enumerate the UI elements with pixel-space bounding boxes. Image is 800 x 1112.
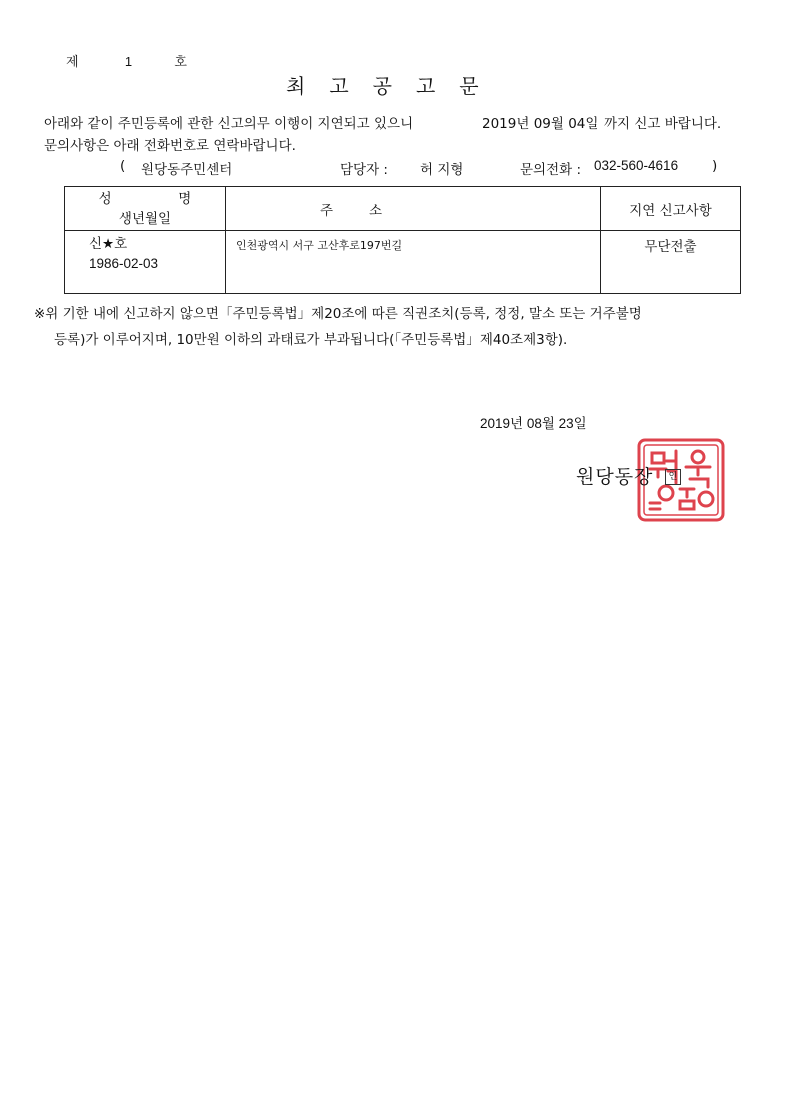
overdue-table [64, 186, 741, 294]
intro-line-2: 문의사항은 아래 전화번호로 연락바랍니다. [44, 138, 296, 154]
contact-open-paren: ( [120, 158, 126, 174]
header-item: 지연 신고사항 [601, 187, 741, 231]
cell-name-birth [65, 231, 226, 294]
issue-date: 2019년 08월 23일 [480, 416, 587, 431]
header-name-b: 명 [178, 190, 192, 207]
header-address-b: 소 [368, 202, 382, 219]
contact-office: 원당동주민센터 [141, 162, 233, 178]
doc-no-suffix: 호 [174, 55, 187, 70]
deadline-date: 2019년 09월 04일 [482, 116, 599, 132]
doc-no-value: 1 [124, 54, 133, 69]
notice-line-2: 등록)가 이루어지며, 10만원 이하의 과태료가 부과됩니다(「주민등록법」제40조제3항). [54, 332, 568, 348]
table-header-row [65, 187, 741, 231]
person-name: 신★호 [89, 236, 128, 252]
header-address [226, 187, 601, 231]
issuer-title: 원당동장 [576, 466, 654, 488]
intro-line-1: 아래와 같이 주민등록에 관한 신고의무 이행이 지연되고 있으니 [44, 116, 414, 132]
table-row [65, 231, 741, 294]
contact-close-paren: ) [712, 158, 718, 174]
header-birth: 생년월일 [118, 210, 172, 227]
notice-line-1: ※위 기한 내에 신고하지 않으면「주민등록법」제20조에 따른 직권조치(등록, 정정, 말소 또는 거주불명 [34, 306, 642, 322]
contact-manager-label: 담당자 : [340, 162, 388, 178]
seal-mark: 인 [665, 469, 681, 485]
contact-phone: 032-560-4616 [594, 158, 679, 173]
contact-manager-name: 허 지형 [420, 162, 464, 178]
header-name-birth [65, 187, 226, 231]
page-title: 최고공고문 [286, 74, 503, 98]
person-address: 인천광역시 서구 고산후로197번길 [226, 231, 601, 294]
intro-until: 까지 신고 바랍니다. [604, 116, 722, 132]
person-birth: 1986-02-03 [89, 256, 159, 271]
contact-phone-label: 문의전화 : [520, 162, 582, 178]
doc-no-prefix: 제 [66, 55, 79, 70]
header-name [65, 189, 225, 209]
header-address-a: 주 [320, 202, 334, 219]
overdue-item: 무단전출 [601, 231, 741, 294]
document-number [66, 51, 187, 70]
header-name-a: 성 [98, 190, 112, 207]
